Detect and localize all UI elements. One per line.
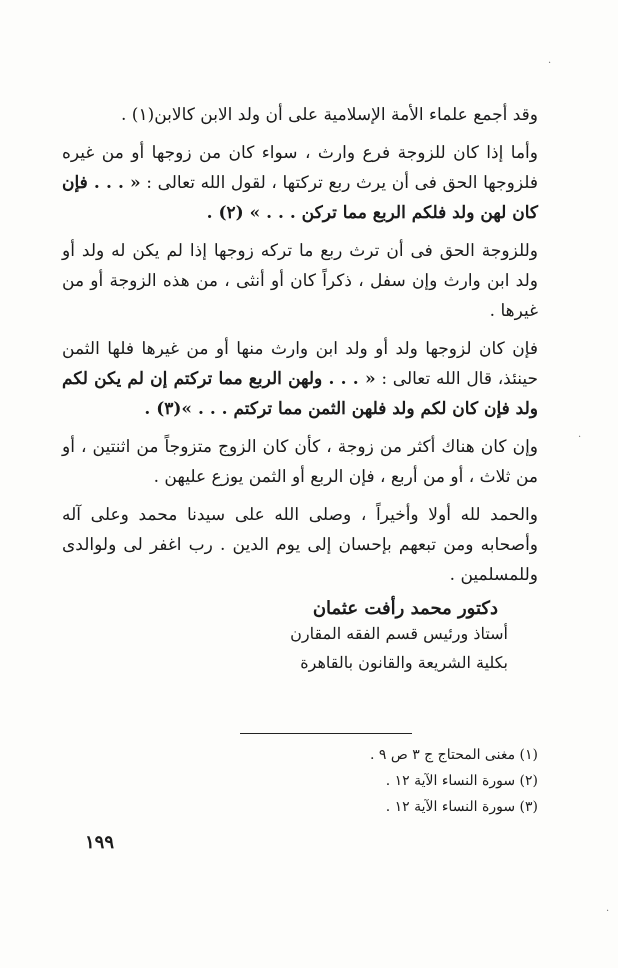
footnote-2: (٢) سورة النساء الآية ١٢ .	[385, 773, 538, 789]
paragraph-2: وأما إذا كان للزوجة فرع وارث ، سواء كان من زوجها أو من غيره فلزوجها الحق فى أن يرث ربع تركتها ، لقول الله تعالى : « . . . فإن كان لهن ولد فلكم الربع مما تركن . . . » (٢) .	[62, 143, 538, 223]
scan-speck: ·	[606, 906, 610, 917]
scan-speck: ·	[548, 58, 552, 69]
paragraph-1: وقد أجمع علماء الأمة الإسلامية على أن ولد الابن كالابن(١) .	[121, 105, 538, 125]
quran-quote: « . . . فإن كان لهن ولد فلكم الربع مما تركن . . . » (٢) .	[62, 173, 538, 223]
footnote-1: (١) مغنى المحتاج ج ٣ ص ٩ .	[369, 747, 538, 763]
scan-speck: ·	[578, 432, 582, 443]
page-body	[62, 100, 538, 677]
author-title: أستاذ ورئيس قسم الفقه المقارن	[290, 624, 508, 643]
footnote-3: (٣) سورة النساء الآية ١٢ .	[385, 799, 538, 815]
paragraph-5: وإن كان هناك أكثر من زوجة ، كأن كان الزوج متزوجاً من اثنتين ، أو من ثلاث ، أو من أربع ، فإن الربع أو الثمن يوزع عليهن .	[62, 437, 538, 487]
paragraph-6: والحمد لله أولا وأخيراً ، وصلى الله على سيدنا محمد وعلى آله وأصحابه ومن تبعهم بإحسان إلى يوم الدين . رب اغفر لى ولوالدى وللمسلمين .	[62, 505, 538, 585]
page-number: ١٩٩	[85, 832, 115, 853]
paragraph-4: فإن كان لزوجها ولد أو ولد ابن وارث منها أو من غيرها فلها الثمن حينئذ، قال الله تعالى : « . . . ولهن الربع مما تركتم إن لم يكن لكم ولد فإن كان لكم ولد فلهن الثمن مما تركتم . . . »(٣) .	[62, 339, 539, 419]
quran-quote: « . . . ولهن الربع مما تركتم إن لم يكن لكم ولد فإن كان لكم ولد فلهن الثمن مما تركتم . . . »(٣) .	[62, 369, 538, 419]
footnote-divider	[240, 733, 412, 734]
footnotes	[200, 742, 538, 820]
paragraph-3: وللزوجة الحق فى أن ترث ربع ما تركه زوجها إذا لم يكن له ولد أو ولد ابن وارث وإن سفل ، ذكراً كان أو أنثى ، من هذه الزوجة أو من غيرها .	[62, 241, 538, 321]
author-faculty: بكلية الشريعة والقانون بالقاهرة	[300, 653, 508, 672]
author-name: دكتور محمد رأفت عثمان	[312, 598, 498, 619]
